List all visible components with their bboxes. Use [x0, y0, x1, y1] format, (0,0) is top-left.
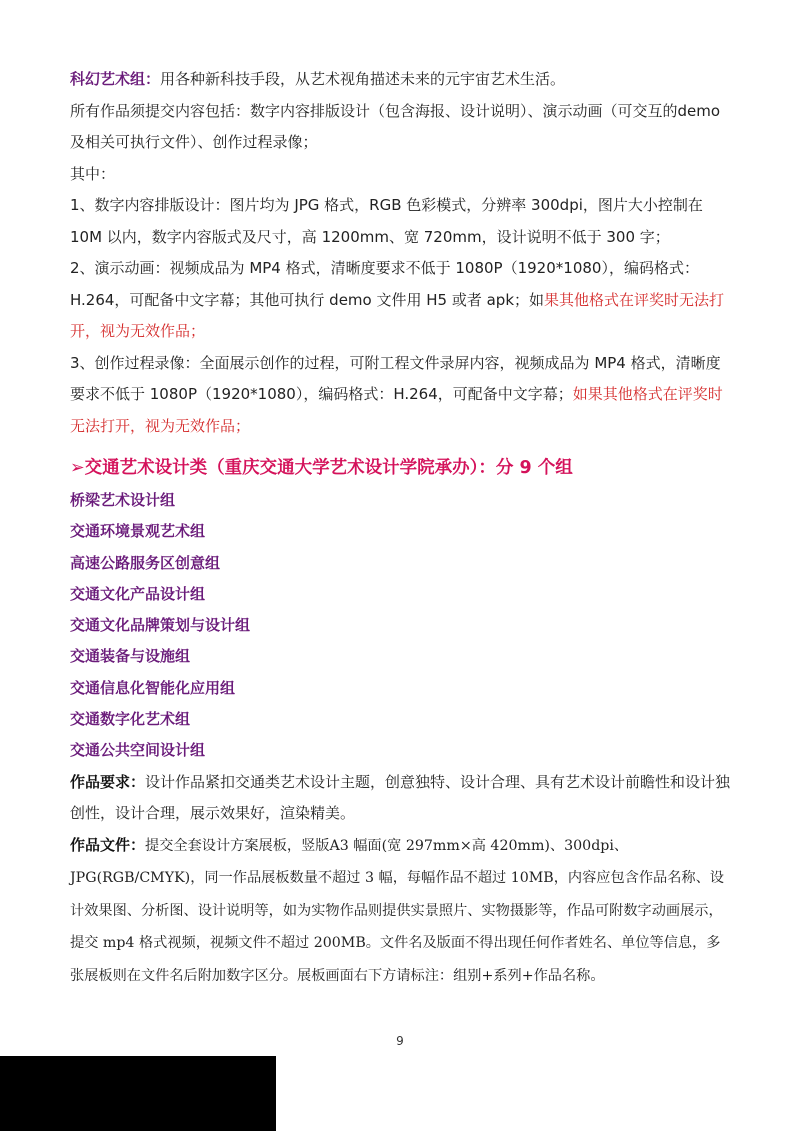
group-item: 交通文化品牌策划与设计组 — [70, 616, 251, 635]
sci-fi-description: 用各种新科技手段，从艺术视角描述未来的元宇宙艺术生活。 — [160, 70, 566, 88]
requirement-item-2 — [70, 253, 732, 348]
group-item: 高速公路服务区创意组 — [70, 553, 221, 572]
sci-fi-paragraph — [70, 64, 732, 96]
work-files — [70, 830, 732, 993]
group-item: 交通数字化艺术组 — [70, 710, 191, 729]
item-2-text: 2、演示动画：视频成品为 MP4 格式，清晰度要求不低于 1080P（1920*1080），编码格式：H.264，可配备中文字幕；其他可执行 demo 文件用 H5 或者 apk；如 — [70, 259, 699, 309]
transport-section-heading: ➢交通艺术设计类（重庆交通大学艺术设计学院承办）：分 9 个组 — [70, 458, 573, 478]
files-label: 作品文件： — [70, 835, 146, 854]
requirement-item-3 — [70, 348, 732, 443]
submission-line: 所有作品须提交内容包括：数字内容排版设计（包含海报、设计说明）、演示动画（可交互的demo 及相关可执行文件）、创作过程录像； — [70, 101, 721, 151]
group-item: 交通装备与设施组 — [70, 647, 191, 666]
item-2-warning: 果其他格式在评奖时无法打开，视为无效作品； — [70, 290, 725, 340]
work-requirements — [70, 767, 732, 830]
group-item: 交通文化产品设计组 — [70, 584, 206, 603]
requirement-item-1: 1、数字内容排版设计：图片均为 JPG 格式，RGB 色彩模式，分辨率 300dpi，图片大小控制在10M 以内，数字内容版式及尺寸，高 1200mm、宽 720mm，设计说明不低于 300 字； — [70, 196, 703, 246]
group-item: 交通信息化智能化应用组 — [70, 678, 236, 697]
requirements-text: 设计作品紧扣交通类艺术设计主题，创意独特、设计合理、具有艺术设计前瞻性和设计独创性，设计合理，展示效果好，渲染精美。 — [70, 772, 731, 823]
group-item: 交通环境景观艺术组 — [70, 522, 206, 541]
requirements-label: 作品要求： — [70, 772, 146, 791]
page-number: 9 — [396, 1034, 404, 1048]
document-content — [70, 64, 732, 992]
item-3-warning: 如果其他格式在评奖时无法打开，视为无效作品； — [70, 385, 723, 435]
group-item: 交通公共空间设计组 — [70, 741, 206, 760]
files-text: 提交全套设计方案展板，竖版A3 幅面(宽 297mm×高 420mm)、300dpi、JPG(RGB/CMYK)，同一作品展板数量不超过 3 幅，每幅作品不超过 10MB，内容应包含作品名称、设计效果图、分析图、设计说明等，如为实物作品则提供实景照片、实物摄影等，作品可附数字动画展示，提交 mp4 格式视频，视频文件不超过 200MB。文件名及版面不得出现任何作者姓名、单位等信息，多张展板则在文件名后附加数字区分。展板画面右下方请标注：组别+系列+作品名称。 — [70, 837, 724, 984]
group-item: 桥梁艺术设计组 — [70, 491, 176, 509]
sci-fi-title: 科幻艺术组： — [70, 70, 161, 88]
item-3-text: 3、创作过程录像：全面展示创作的过程，可附工程文件录屏内容，视频成品为 MP4 格式，清晰度要求不低于 1080P（1920*1080），编码格式：H.264，可配备中文字幕； — [70, 353, 721, 403]
among-label: 其中： — [70, 164, 116, 183]
redaction-block — [0, 1056, 276, 1131]
group-list — [70, 485, 732, 767]
